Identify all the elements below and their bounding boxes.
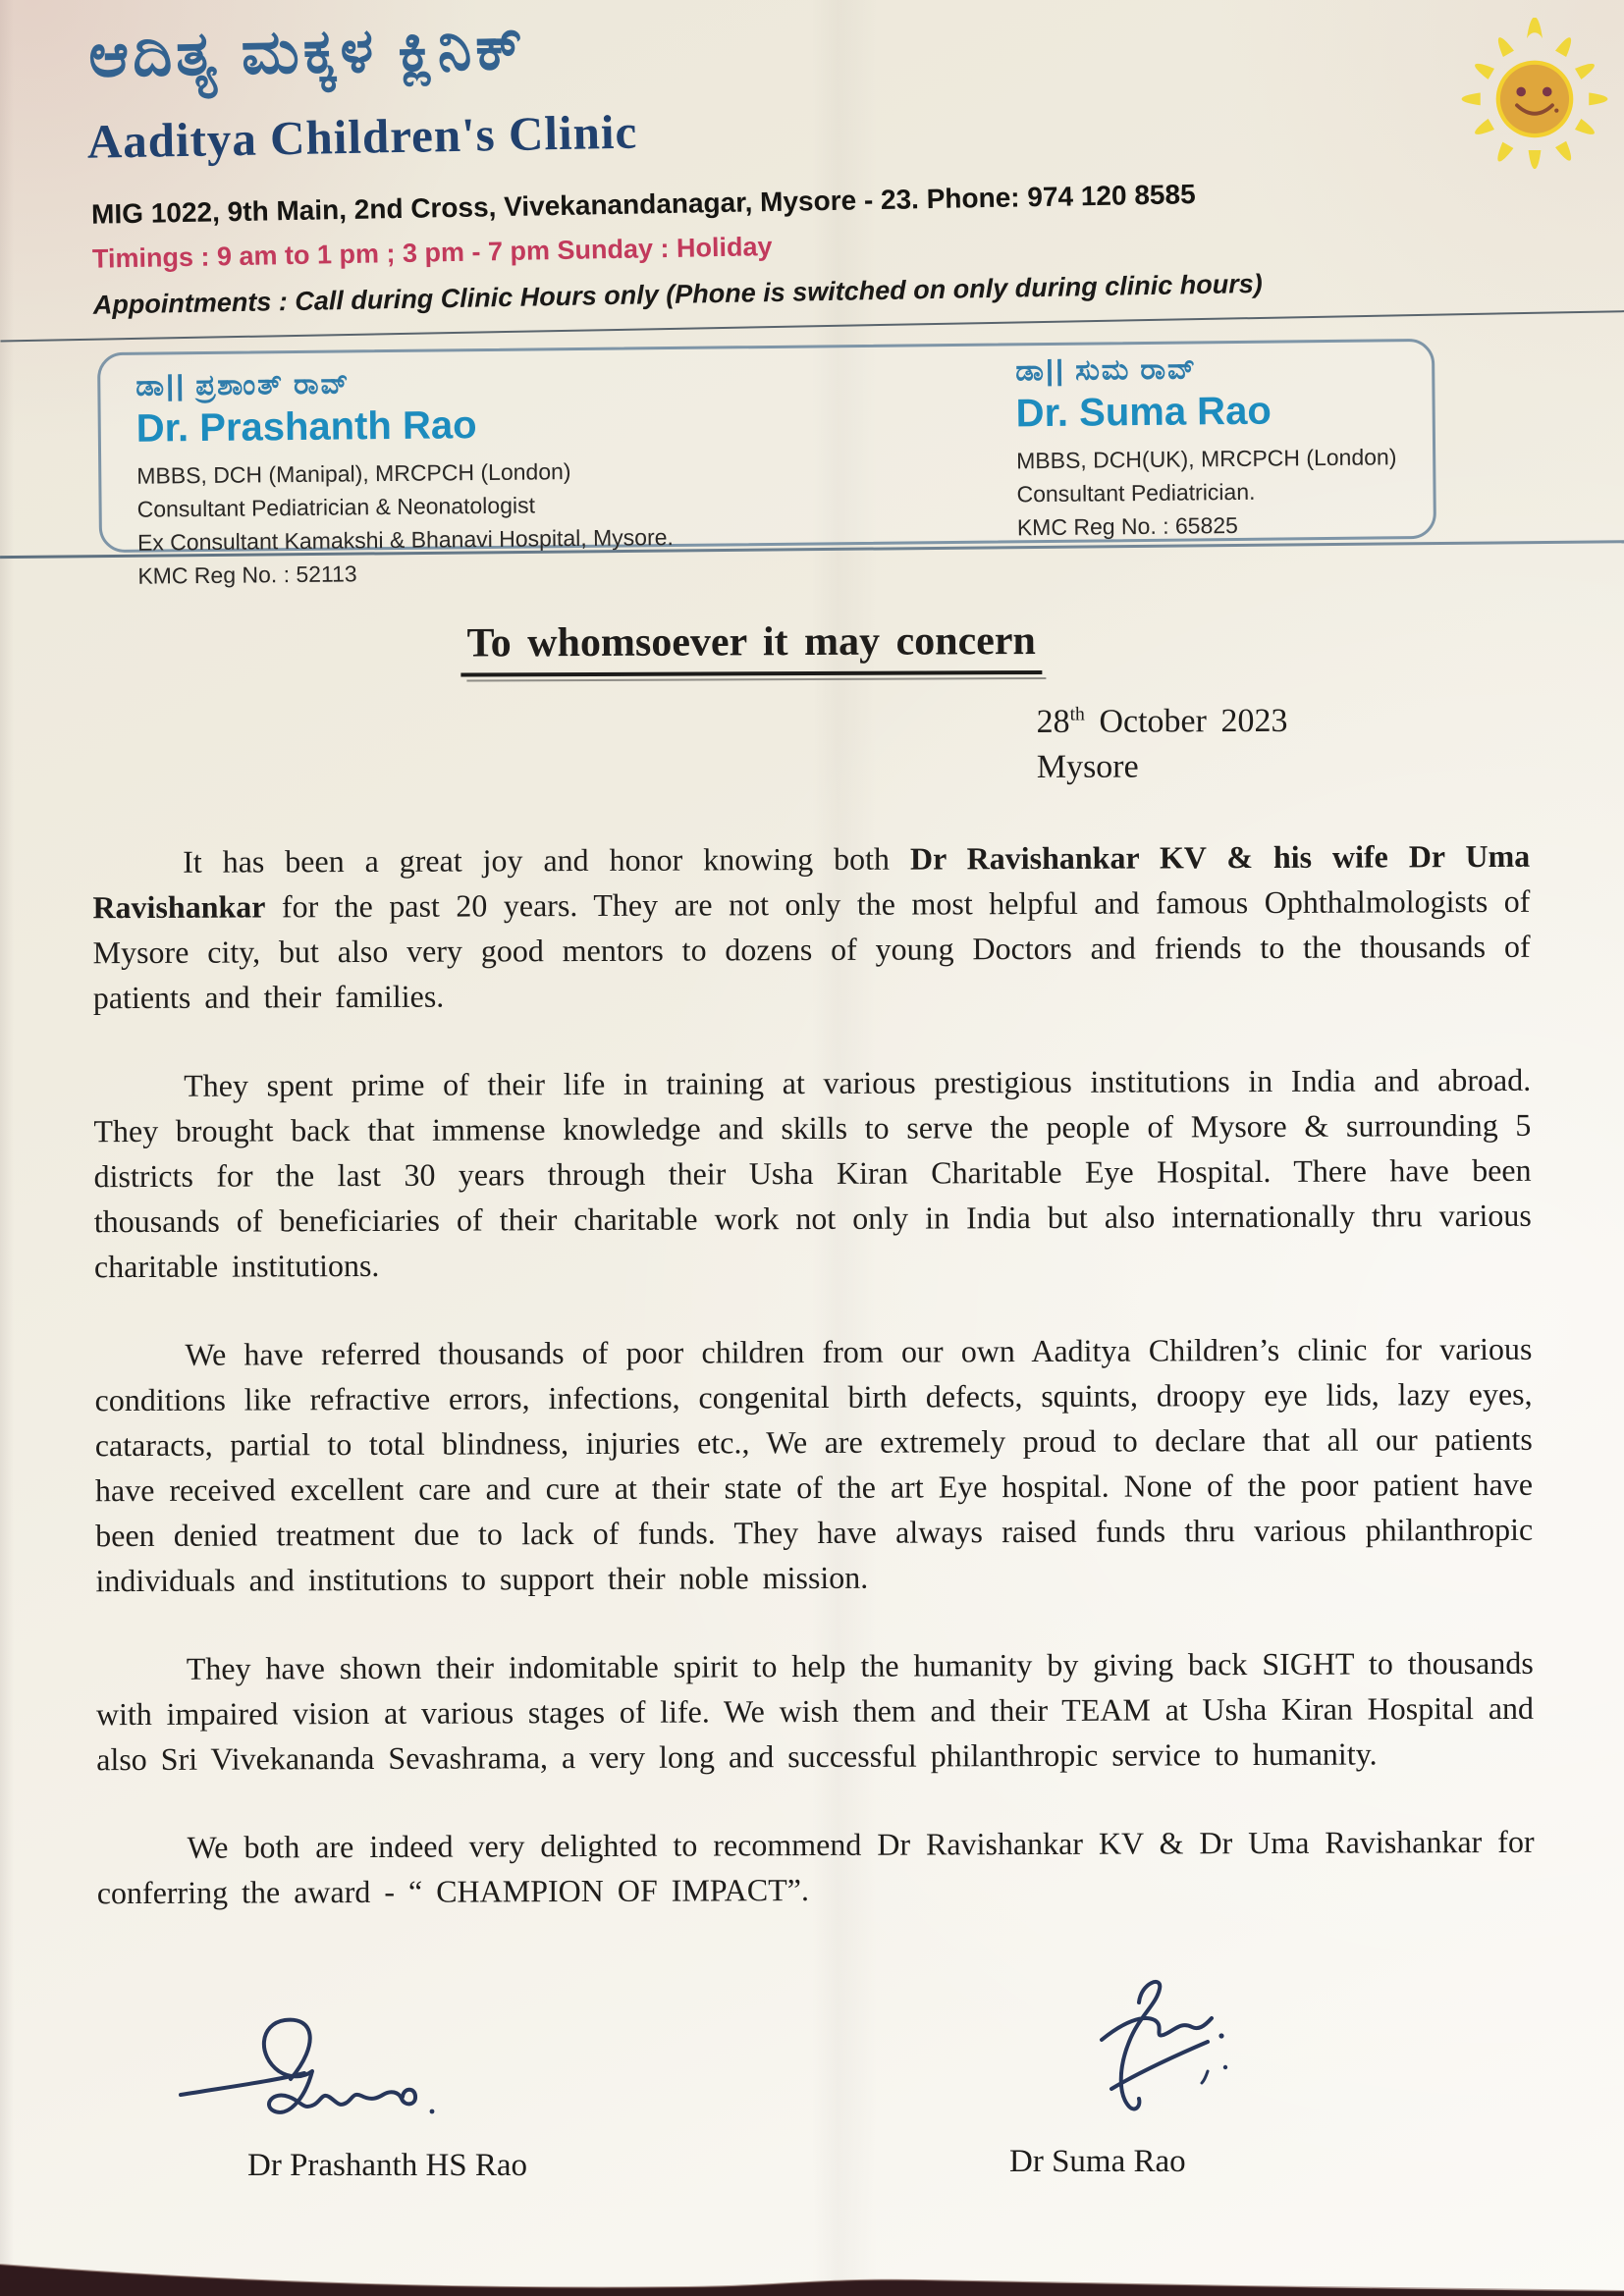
smiling-sun-icon [1451,18,1618,185]
letter-body [91,615,1535,1915]
letter-place: Mysore [1036,748,1139,786]
subject-row [32,615,1470,678]
clinic-name: Aaditya Children's Clinic [86,104,638,169]
doctor-qualifications: MBBS, DCH (Manipal), MRCPCH (London) [136,458,571,489]
paragraph-1: It has been a great joy and honor knowing both Dr Ravishankar KV & his wife Dr Uma Ravishankar for the past 20 years. They are not only the most helpful and famous Ophthalmologists of Mysore city, but also very good mentors to dozens of young Doctors and friends to the thousands of patients and their families. [92,837,1531,1016]
prashanth-signature-ink [175,2010,489,2138]
doctor-kannada-name: ಡಾ|| ಸುಮ ರಾವ್ [1015,353,1198,388]
paragraph-4: They have shown their indomitable spirit to help the humanity by giving back SIGHT to thousands with impaired vision at various stages of life. We wish them and their TEAM at Usha Kiran Hospital and also Sri Vivekananda Sevashrama, a very long and successful philanthropic service to humanity. [95,1644,1535,1778]
doctor-reg-no: KMC Reg No. : 52113 [137,561,357,589]
doctor-card-prashanth [135,365,674,593]
signatory-name-prashanth: Dr Prashanth HS Rao [247,2148,528,2183]
doctors-info-box [97,339,1436,589]
doctor-qualifications: MBBS, DCH(UK), MRCPCH (London) [1016,444,1397,474]
clinic-appointments-note: Appointments : Call during Clinic Hours only (Phone is switched on only during clinic hours) [92,268,1263,320]
doctor-card-suma [1015,351,1397,544]
doctor-ex-role: Ex Consultant Kamakshi & Bhanavi Hospital, Mysore. [136,524,674,556]
letter-date: 28th October 2023 [1036,702,1288,741]
letter-subject: To whomsoever it may concern [460,617,1042,677]
doctor-kannada-name: ಡಾ|| ಪ್ರಶಾಂತ್ ರಾವ್ [135,368,351,402]
doctor-role: Consultant Pediatrician. [1016,478,1256,507]
doctor-role: Consultant Pediatrician & Neonatologist [136,492,536,522]
doctor-name: Dr. Suma Rao [1015,389,1272,436]
signatory-name-suma: Dr Suma Rao [1009,2144,1186,2179]
bold-recipient-names: Dr Ravishankar KV & his wife Dr Uma Ravishankar [92,837,1531,926]
paragraph-5: We both are indeed very delighted to recommend Dr Ravishankar KV & Dr Uma Ravishankar for conferring the award - “ CHAMPION OF IMPACT”. [96,1823,1535,1911]
clinic-kannada-title: ಆದಿತ್ಯ ಮಕ್ಕಳ ಕ್ಲಿನಿಕ್ [87,14,527,90]
date-place-block [1036,698,1529,790]
photo-bottom-edge [0,2235,1624,2296]
clinic-timings: Timings : 9 am to 1 pm ; 3 pm - 7 pm Sunday : Holiday [91,232,773,274]
doctor-reg-no: KMC Reg No. : 65825 [1016,511,1239,541]
suma-signature-ink [1043,1973,1278,2130]
paragraph-2: They spent prime of their life in training at various prestigious institutions in India and abroad. They brought back that immense knowledge and skills to serve the people of Mysore & surrounding 5 districts for the last 30 years through their Usha Kiran Charitable Eye Hospital. There have been thousands of beneficiaries of their charitable work not only in India but also internationally thru various charitable institutions. [93,1061,1532,1285]
doctor-name: Dr. Prashanth Rao [135,403,477,451]
clinic-address: MIG 1022, 9th Main, 2nd Cross, Vivekanandanagar, Mysore - 23. Phone: 974 120 8585 [90,179,1196,230]
paragraph-3: We have referred thousands of poor children from our own Aaditya Children’s clinic for various conditions like refractive errors, infections, congenital birth defects, squints, droopy eye lids, lazy eyes, cataracts, partial to total blindness, injuries etc., We are extremely proud to declare that all our patients have received excellent care and cure at their state of the art Eye hospital. None of the poor patient have been denied treatment due to lack of funds. They have always raised funds thru various philanthropic individuals and institutions to support their noble mission. [94,1330,1534,1599]
letterhead [0,0,1618,320]
